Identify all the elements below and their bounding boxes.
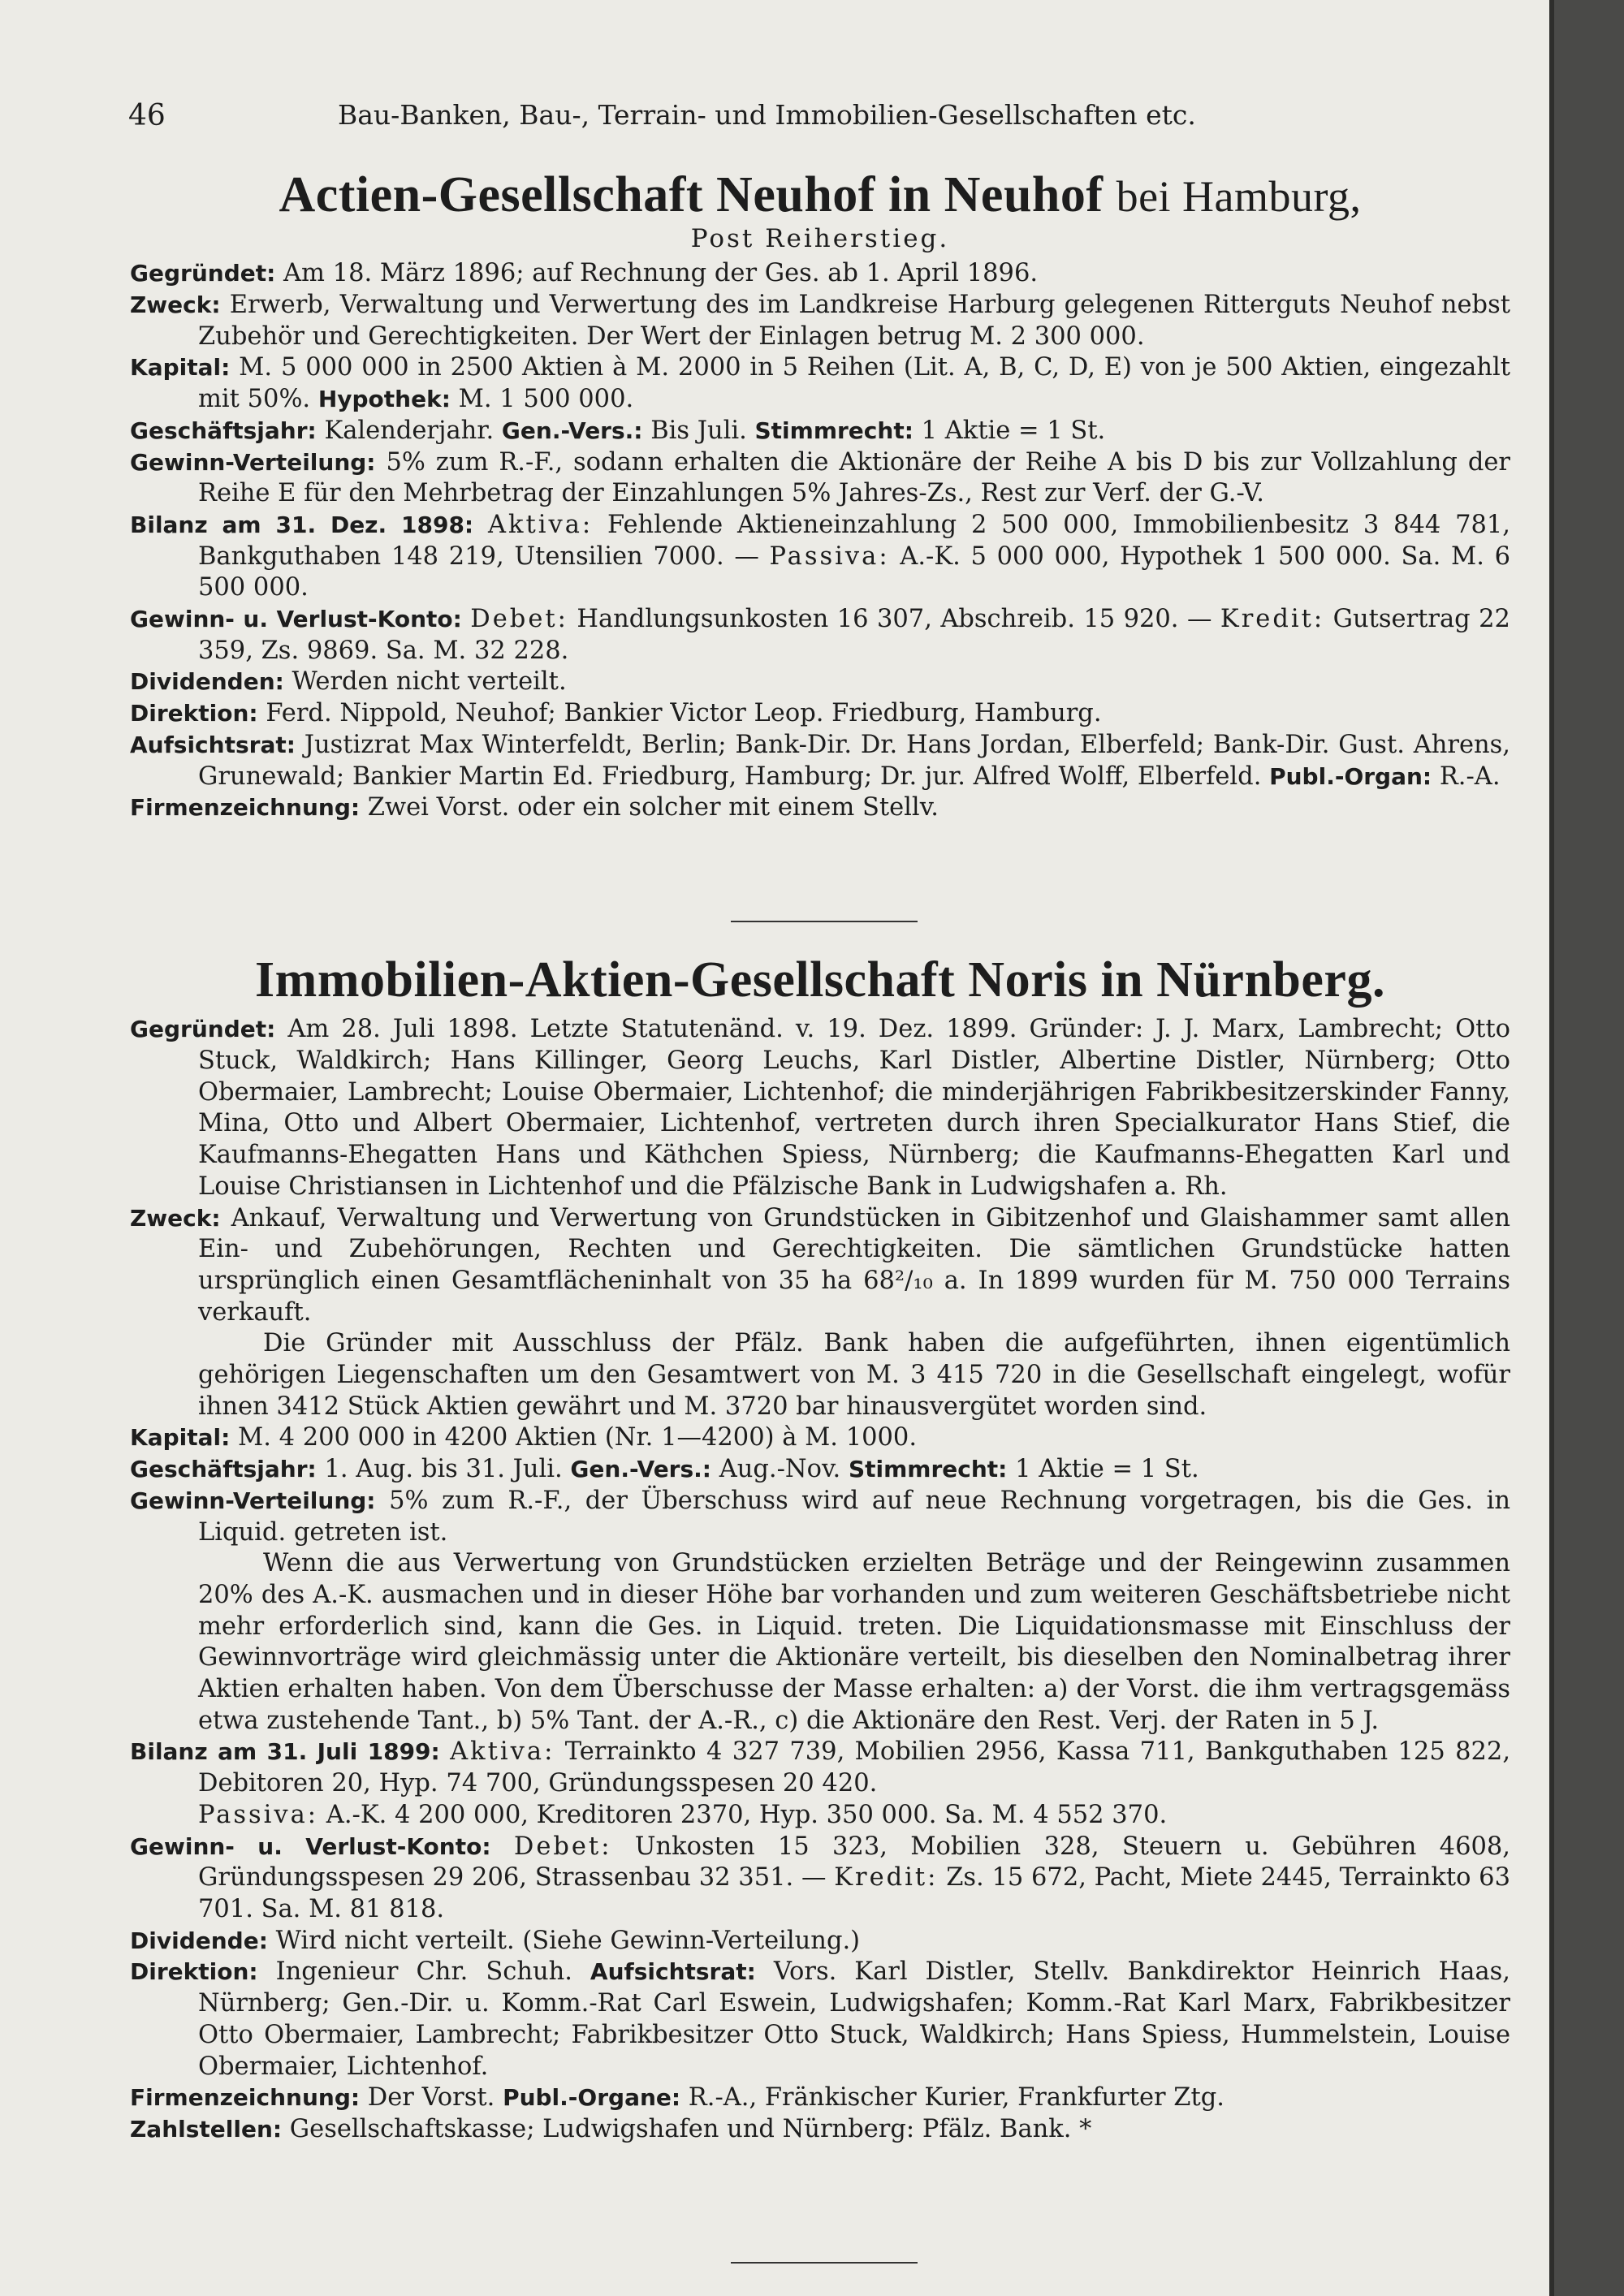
founded-text: Am 18. März 1896; auf Rechnung der Ges. ab 1. April 1896. <box>283 259 1039 288</box>
signature-entry <box>130 792 1510 824</box>
assets-text: Fehlende Aktieneinzahlung 2 500 000, Immobilienbesitz 3 844 781, Bankguthaben 148 219, Utensilien 7000. — <box>198 510 1510 571</box>
profit-distribution-paragraph-2: Wenn die aus Verwertung von Grundstücken erzielten Beträge und der Reingewinn zusammen 20% des A.-K. ausmachen und in dieser Höhe bar vorhanden und zum weiteren Geschäftsbetriebe nicht mehr erforderlich sind, kann die Ges. in Liquid. treten. Die Liquidationsmasse mit Einschluss der Gewinnvorträge wird gleichmässig unter die Aktionäre verteilt, bis dieselben den Nominalbetrag ihrer Aktien erhalten haben. Von dem Überschusse der Masse erhalten: a) der Vorst. die ihm vertragsgemäss etwa zustehende Tant., b) 5% Tant. der A.-R., c) die Aktionäre den Rest. Verj. der Raten in 5 J. <box>198 1549 1510 1735</box>
management-label: Direktion: <box>130 700 258 727</box>
general-meeting-label: Gen.-Vers.: <box>501 416 643 444</box>
credit-word: Kredit: <box>1220 605 1325 634</box>
profit-loss-label: Gewinn- u. Verlust-Konto: <box>130 606 462 633</box>
fiscal-year-label: Geschäftsjahr: <box>130 1456 317 1483</box>
general-meeting-label: Gen.-Vers.: <box>570 1456 711 1483</box>
founded-entry <box>130 1014 1510 1202</box>
page-edge-bar <box>1554 0 1624 2296</box>
publication-organs-label: Publ.-Organe: <box>503 2084 681 2112</box>
liabilities-word: Passiva: <box>198 1800 319 1829</box>
profit-loss-label: Gewinn- u. Verlust-Konto: <box>130 1832 491 1860</box>
profit-distribution-label: Gewinn-Verteilung: <box>130 448 376 476</box>
paying-agents-text: Gesellschaftskasse; Ludwigshafen und Nürnberg: Pfälz. Bank. <box>289 2114 1072 2143</box>
section-separator-bottom <box>731 2262 918 2264</box>
founded-label: Gegründet: <box>130 1016 276 1043</box>
paying-agents-label: Zahlstellen: <box>130 2115 283 2143</box>
purpose-text: Erwerb, Verwaltung und Verwertung des im Landkreise Harburg gelegenen Ritterguts Neuhof nebst Zubehör und Gerechtigkeiten. Der Wert der Einlagen betrug M. 2 300 000. <box>198 291 1510 351</box>
debit-text: Handlungsunkosten 16 307, Abschreib. 15 920. — <box>577 605 1212 634</box>
purpose-paragraph-2: Die Gründer mit Ausschluss der Pfälz. Bank haben die aufgeführten, ihnen eigentümlich gehörigen Liegenschaften um den Gesamtwert von M. 3 415 720 in die Gesellschaft eingelegt, wofür ihnen 3412 Stück Aktien gewährt und M. 3720 bar hinausvergütet worden sind. <box>198 1329 1510 1421</box>
voting-right-label: Stimmrecht: <box>848 1456 1008 1483</box>
management-text: Ingenieur Chr. Schuh. <box>275 1957 572 1987</box>
credit-text: Zs. 15 672, Pacht, Miete 2445, Terrainkto 63 701. Sa. M. 81 818. <box>198 1863 1510 1923</box>
publication-organ-label: Publ.-Organ: <box>1269 762 1432 790</box>
supervisory-board-label: Aufsichtsrat: <box>590 1958 756 1986</box>
company-title: Immobilien-Aktien-Gesellschaft Noris in Nürnberg. <box>255 952 1385 1008</box>
liabilities-text: A.-K. 4 200 000, Kreditoren 2370, Hyp. 350 000. Sa. M. 4 552 370. <box>326 1800 1168 1829</box>
founded-entry <box>130 258 1510 290</box>
signature-label: Firmenzeichnung: <box>130 794 361 822</box>
purpose-label: Zweck: <box>130 291 221 318</box>
supervisory-board-label: Aufsichtsrat: <box>130 731 296 758</box>
company-entry-noris <box>130 952 1510 2146</box>
supervisory-board-text: Justizrat Max Winterfeldt, Berlin; Bank-Dir. Dr. Hans Jordan, Elberfeld; Bank-Dir. Gust. Ahrens, Grunewald; Bankier Martin Ed. Friedburg, Hamburg; Dr. jur. Alfred Wolff, Elberfeld. <box>198 730 1511 791</box>
purpose-text: Ankauf, Verwaltung und Verwertung von Grundstücken in Gibitzenhof und Glaishammer samt allen Ein- und Zubehörungen, Rechten und Gerechtigkeiten. Die sämtlichen Grundstücke hatten ursprünglich einen Gesamtflächeninhalt von 35 ha 68²/₁₀ a. In 1899 wurden für M. 750 000 Terrains verkauft. <box>198 1203 1510 1327</box>
paying-agents-entry <box>130 2114 1510 2146</box>
assets-word: Aktiva: <box>487 510 594 539</box>
voting-right-text: 1 Aktie = 1 St. <box>921 416 1106 445</box>
balance-entry <box>130 510 1510 604</box>
dividends-label: Dividenden: <box>130 668 284 696</box>
signature-entry <box>130 2082 1510 2114</box>
section-separator <box>731 921 918 922</box>
company-location-suffix: bei Hamburg, <box>1116 172 1362 221</box>
dividend-entry <box>130 1926 1510 1957</box>
company-entry-neuhof <box>130 166 1510 824</box>
founded-label: Gegründet: <box>130 260 276 287</box>
dividends-entry <box>130 667 1510 698</box>
publication-organ-text: R.-A. <box>1439 762 1501 791</box>
capital-label: Kapital: <box>130 1424 231 1452</box>
liabilities-text: A.-K. 5 000 000, Hypothek 1 500 000. Sa. M. 6 500 000. <box>198 542 1510 602</box>
purpose-label: Zweck: <box>130 1204 221 1232</box>
debit-word: Debet: <box>470 605 568 634</box>
voting-right-label: Stimmrecht: <box>754 416 914 444</box>
general-meeting-text: Aug.-Nov. <box>719 1455 841 1484</box>
fiscal-year-text: Kalenderjahr. <box>324 416 495 445</box>
credit-text: Gutsertrag 22 359, Zs. 9869. Sa. M. 32 228. <box>198 605 1510 665</box>
mortgage-label: Hypothek: <box>317 386 451 413</box>
footnote-marker: * <box>1079 2114 1092 2143</box>
balance-entry <box>130 1737 1510 1831</box>
assets-word: Aktiva: <box>450 1737 555 1767</box>
fiscal-year-entry <box>130 416 1510 447</box>
supervisory-board-text: Vors. Karl Distler, Stellv. Bankdirektor Heinrich Haas, Nürnberg; Gen.-Dir. u. Komm.-Rat Carl Eswein, Ludwigshafen; Komm.-Rat Karl Marx, Fabrikbesitzer Otto Obermaier, Lambrecht; Fabrikbesitzer Otto Stuck, Waldkirch; Hans Spiess, Hummelstein, Louise Obermaier, Lichtenhof. <box>198 1957 1510 2081</box>
company-title <box>130 166 1510 224</box>
capital-text: M. 4 200 000 in 4200 Aktien (Nr. 1—4200) à M. 1000. <box>238 1423 918 1452</box>
management-entry <box>130 698 1510 730</box>
dividend-label: Dividende: <box>130 1927 268 1954</box>
profit-distribution-entry <box>130 447 1510 510</box>
profit-loss-entry <box>130 1832 1510 1926</box>
capital-entry <box>130 1422 1510 1454</box>
mortgage-text: M. 1 500 000. <box>458 385 634 414</box>
company-subtitle: Post Reiherstieg. <box>690 224 950 254</box>
voting-right-text: 1 Aktie = 1 St. <box>1015 1455 1199 1484</box>
capital-text: M. 5 000 000 in 2500 Aktien à M. 2000 in 5 Reihen (Lit. A, B, C, D, E) von je 500 Aktien, eingezahlt mit 50%. <box>198 353 1510 414</box>
liabilities-word: Passiva: <box>769 542 890 571</box>
debit-text: Unkosten 15 323, Mobilien 328, Steuern u. Gebühren 4608, Gründungsspesen 29 206, Strassenbau 32 351. — <box>198 1832 1510 1892</box>
management-label: Direktion: <box>130 1958 258 1986</box>
profit-distribution-text: 5% zum R.-F., der Überschuss wird auf neue Rechnung vorgetragen, bis die Ges. in Liquid. getreten ist. <box>198 1486 1510 1547</box>
profit-distribution-entry <box>130 1486 1510 1548</box>
profit-loss-entry <box>130 604 1510 667</box>
page-header <box>128 99 1509 140</box>
supervisory-board-entry <box>130 730 1510 792</box>
signature-text: Zwei Vorst. oder ein solcher mit einem Stellv. <box>367 793 939 822</box>
company-name: Actien-Gesellschaft Neuhof in Neuhof <box>279 167 1104 222</box>
purpose-entry <box>130 1203 1510 1329</box>
balance-label: Bilanz am 31. Dez. 1898: <box>130 511 474 538</box>
publication-organs-text: R.-A., Fränkischer Kurier, Frankfurter Ztg. <box>688 2083 1224 2113</box>
capital-label: Kapital: <box>130 354 231 382</box>
fiscal-year-entry <box>130 1454 1510 1486</box>
signature-label: Firmenzeichnung: <box>130 2084 361 2112</box>
profit-distribution-text: 5% zum R.-F., sodann erhalten die Aktionäre der Reihe A bis D bis zur Vollzahlung der Reihe E für den Mehrbetrag der Einzahlungen 5% Jahres-Zs., Rest zur Verf. der G.-V. <box>198 447 1510 508</box>
page-number: 46 <box>128 99 166 132</box>
assets-text: Terrainkto 4 327 739, Mobilien 2956, Kassa 711, Bankguthaben 125 822, Debitoren 20, Hyp. 74 700, Gründungsspesen 20 420. <box>198 1737 1511 1798</box>
profit-distribution-label: Gewinn-Verteilung: <box>130 1487 376 1514</box>
signature-text: Der Vorst. <box>367 2083 495 2113</box>
general-meeting-text: Bis Juli. <box>650 416 747 445</box>
fiscal-year-text: 1. Aug. bis 31. Juli. <box>324 1455 563 1484</box>
debit-word: Debet: <box>513 1832 612 1861</box>
management-entry <box>130 1957 1510 2082</box>
running-title: Bau-Banken, Bau-, Terrain- und Immobilien-Gesellschaften etc. <box>338 99 1196 131</box>
fiscal-year-label: Geschäftsjahr: <box>130 416 317 444</box>
capital-entry <box>130 352 1510 415</box>
dividend-text: Wird nicht verteilt. (Siehe Gewinn-Verteilung.) <box>275 1926 861 1955</box>
dividends-text: Werden nicht verteilt. <box>292 667 567 697</box>
balance-label: Bilanz am 31. Juli 1899: <box>130 1738 440 1766</box>
management-text: Ferd. Nippold, Neuhof; Bankier Victor Leop. Friedburg, Hamburg. <box>266 699 1102 728</box>
purpose-entry <box>130 290 1510 352</box>
credit-word: Kredit: <box>834 1863 939 1892</box>
founded-text: Am 28. Juli 1898. Letzte Statutenänd. v. 19. Dez. 1899. Gründer: J. J. Marx, Lambrecht; Otto Stuck, Waldkirch; Hans Killinger, Georg Leuchs, Karl Distler, Albertine Distler, Nürnberg; Otto Obermaier, Lambrecht; Louise Obermaier, Lichtenhof; die minderjährigen Fabrikbesitzerskinder Fanny, Mina, Otto und Albert Obermaier, Lichtenhof, vertreten durch ihren Specialkurator Hans Stief, die Kaufmanns-Ehegatten Hans und Käthchen Spiess, Nürnberg; die Kaufmanns-Ehegatten Karl und Louise Christiansen in Lichtenhof und die Pfälzische Bank in Ludwigshafen a. Rh. <box>198 1015 1510 1201</box>
